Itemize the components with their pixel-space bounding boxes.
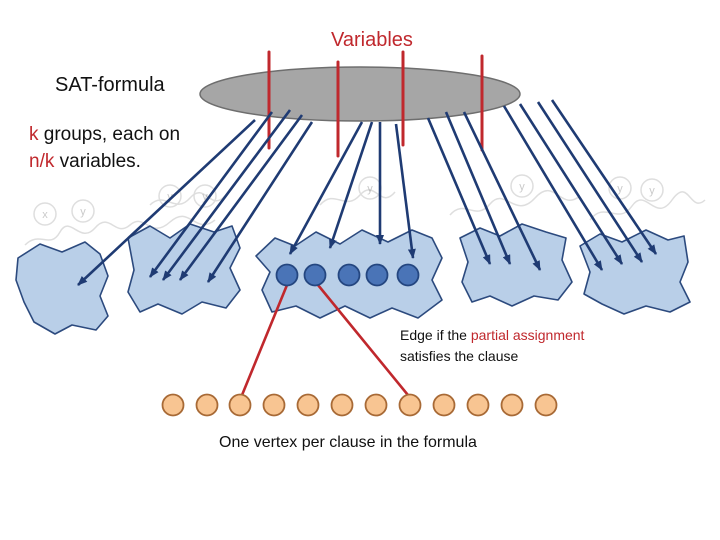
edge-note-prefix: Edge if the [400, 327, 471, 343]
faint-squiggle [590, 192, 705, 220]
clause-nodes [163, 395, 557, 416]
groups-description [29, 121, 180, 175]
groups-line1-text: groups, each on [38, 124, 181, 145]
edge-note-line1 [400, 325, 584, 346]
edge-note-highlight: partial assignment [470, 327, 585, 343]
clause-node [264, 395, 285, 416]
sat-formula-label: SAT-formula [55, 74, 165, 96]
faint-letter: x [42, 209, 48, 221]
faint-letter: y [519, 181, 525, 193]
clause-node [298, 395, 319, 416]
clause-node [536, 395, 557, 416]
faint-letter: y [367, 183, 373, 195]
clause-label: One vertex per clause in the formula [219, 434, 477, 451]
variables-title: Variables [331, 29, 413, 51]
variable-group-2 [128, 224, 240, 314]
clause-node [197, 395, 218, 416]
clause-node [163, 395, 184, 416]
groups-k: k [29, 124, 39, 145]
assignment-node [305, 265, 326, 286]
clause-node [400, 395, 421, 416]
clause-node [468, 395, 489, 416]
clause-node [366, 395, 387, 416]
satisfying-edge [240, 285, 287, 400]
assignment-node [367, 265, 388, 286]
groups-n-over-k: n/k [29, 151, 55, 172]
groups-description-line2 [29, 148, 180, 175]
edge-note [400, 325, 584, 367]
clause-node [230, 395, 251, 416]
faint-letter: y [202, 191, 208, 203]
variable-group-4 [460, 224, 572, 306]
faint-letter: y [649, 185, 655, 197]
faint-squiggle [320, 190, 395, 205]
edge-note-line2: satisfies the clause [400, 348, 519, 364]
variable-group-1 [16, 242, 108, 334]
clause-node [434, 395, 455, 416]
clause-node [332, 395, 353, 416]
variable-group-5 [580, 230, 690, 314]
assignment-node [277, 265, 298, 286]
faint-letter: y [617, 183, 623, 195]
groups-description-line1 [29, 121, 180, 148]
faint-letter: y [80, 206, 86, 218]
clause-node [502, 395, 523, 416]
groups-line2-text: variables. [54, 151, 141, 172]
variables-ellipse [200, 67, 520, 121]
assignment-node [339, 265, 360, 286]
faint-letter: y [167, 191, 173, 203]
assignment-node [398, 265, 419, 286]
